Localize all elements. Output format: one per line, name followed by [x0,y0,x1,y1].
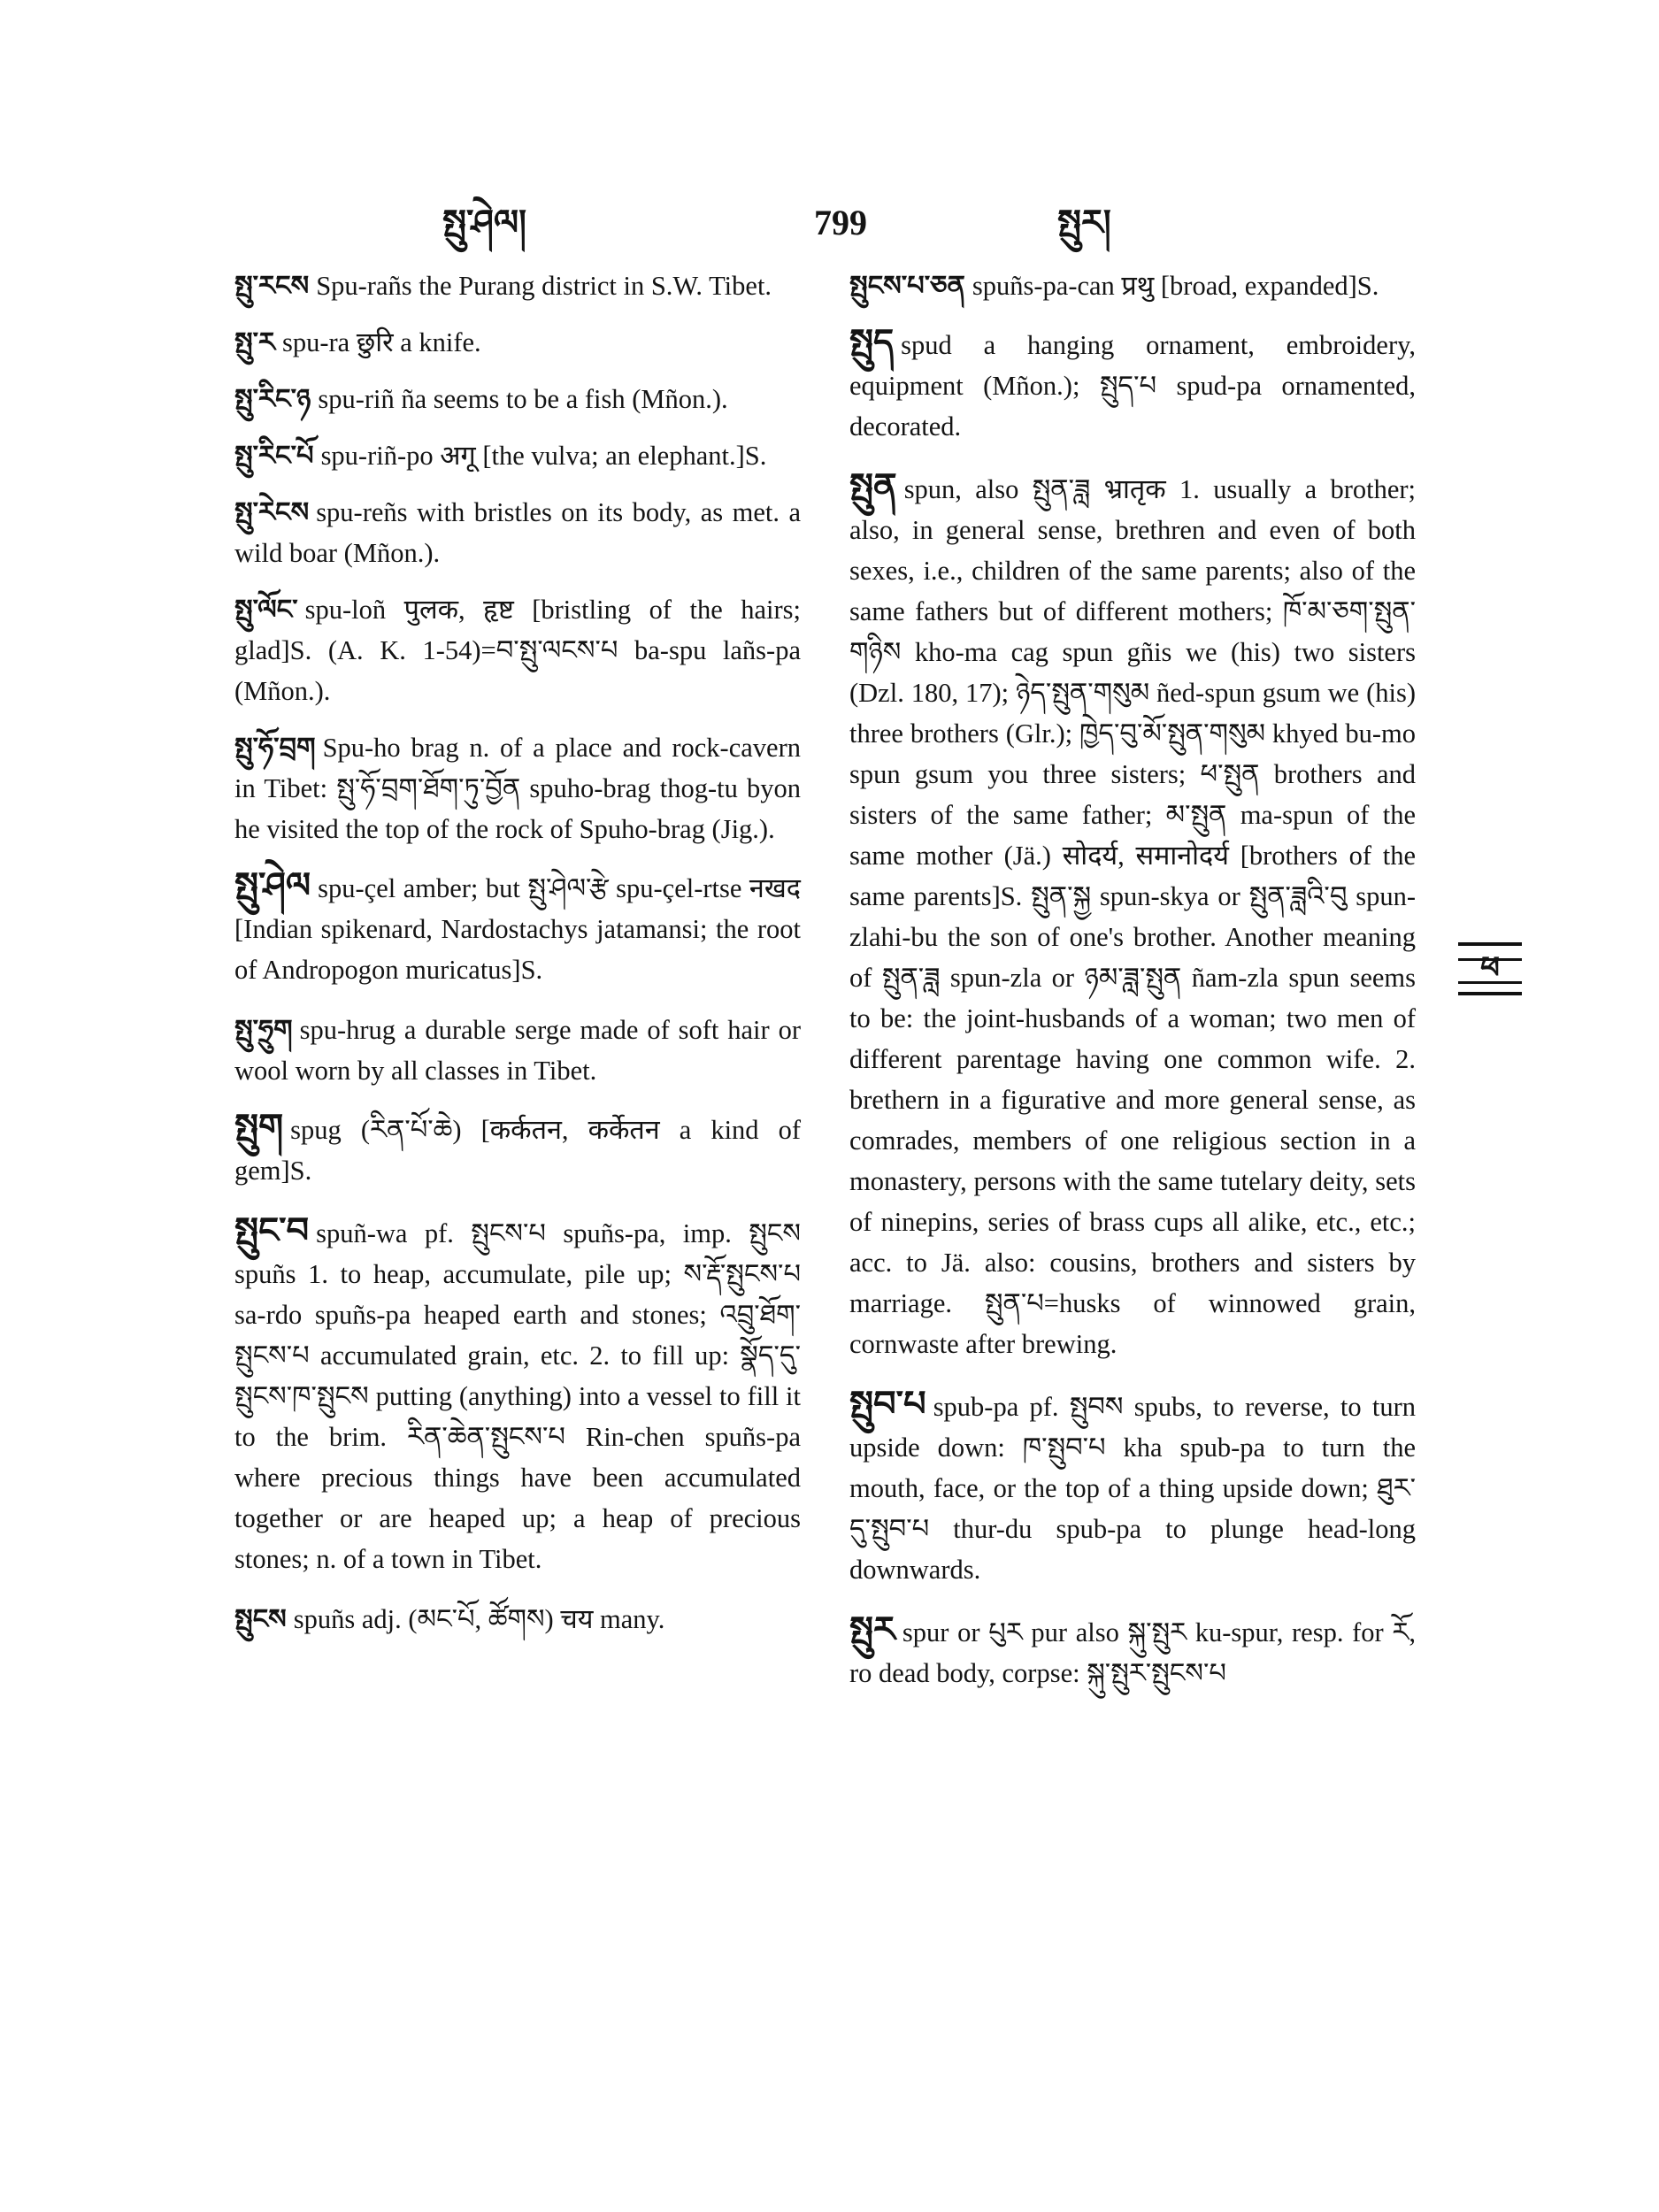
entry-text: spu-ra छुरि a knife. [282,327,481,357]
headword: སྤུ་ལོང་ [234,595,298,625]
thumb-letter: ཕ [1480,952,1500,985]
entry [849,466,1416,1364]
left-column [234,265,801,1655]
entry-text: spu-riñ ña seems to be a fish (Mñon.). [318,384,728,414]
entry-text: spun, also སྤུན་ཟླ भ्रातृक 1. usually a brother; also, in general sense, brethren and even of both sexes, i.e., children of the same parents; also of the same fathers but of different mothers; ཁོ་མ་ཅག་སྤུན་གཉིས kho-ma cag spun gñis we (his) two sisters (Dzl. 180, 17); ཉེད་སྤུན་གསུམ ñed-spun gsum we (his) three brothers (Glr.); ཁྱེད་བུ་མོ་སྤུན་གསུམ khyed bu-mo spun gsum you three sisters; ཕ་སྤུན brothers and sisters of the same father; མ་སྤུན ma-spun of the same mother (Jä.) सोदर्य, समानोदर्य [brothers of the same parents]S. སྤུན་སྐྱ spun-skya or སྤུན་ཟླའི་བུ spun-zlahi-bu the son of one's brother. Another meaning of སྤུན་ཟླ spun-zla or ཉམ་ཟླ་སྤུན ñam-zla spun seems to be: the joint-husbands of a woman; two men of different parentage having one common wife. 2. brethern in a figurative and more general sense, as comrades, members of one religious section in a monastery, persons with the same tutelary deity, sets of ninepins, series of brass cups all alike, etc., etc.; acc. to Jä. also: cousins, brothers and sisters by marriage. སྤུན་པ=husks of winnowed grain, cornwaste after brewing. [849,474,1416,1359]
entry-text: spu-riñ-po अगू [the vulva; an elephant.]S. [320,441,767,471]
entry-text: spud a hanging ornament, embroidery, equipment (Mñon.); སྤུད་པ spud-pa ornamented, decorated. [849,330,1416,442]
entry [234,1010,801,1091]
entry [234,727,801,849]
headword: སྤུ་ཧྲུག [234,1015,293,1045]
headword: སྤུབ་པ [849,1384,926,1424]
entry-text: spu-reñs with bristles on its body, as met. a wild boar (Mñon.). [234,497,801,568]
entry-text: spu-loñ पुलक, हृष्ट [bristling of the hairs; glad]S. (A. K. 1-54)=བ་སྤུ་ལངས་པ ba-spu lañs-pa (Mñon.). [234,595,801,706]
entry [849,322,1416,447]
entry-text: spuñs adj. (མང་པོ, ཚོགས) चय many. [293,1604,665,1634]
running-head-left: སྤུ་ཤེལ། [442,203,526,242]
headword: སྤུ་ཧོ་བྲག [234,733,316,763]
headword: སྤུ་རངས [234,271,310,301]
entry [234,1210,801,1579]
entry [234,435,801,476]
entry-text: spu-hrug a durable serge made of soft hair or wool worn by all classes in Tibet. [234,1015,801,1086]
entry-text: spur or པུར pur also སྐུ་སྤུར ku-spur, resp. for རོ, ro dead body, corpse: སྐུ་སྤུར་སྤུངས་པ [849,1617,1416,1688]
headword: སྤུ་རེངས [234,497,310,527]
headword: སྤུད [849,322,895,362]
running-head-right: སྤུར། [1057,203,1111,242]
entry-text: Spu-rañs the Purang district in S.W. Tibet. [316,271,772,301]
entry-text: Spu-ho brag n. of a place and rock-cavern in Tibet: སྤུ་ཧོ་བྲག་ཐོག་ཏུ་བྱོན spuho-brag thog-tu byon he visited the top of the rock of Spuho-brag (Jig.). [234,733,801,844]
headword: སྤུ་རིང་ཉ [234,384,311,414]
entry [234,589,801,711]
entry [234,492,801,573]
headword: སྤུངས [234,1604,287,1634]
entry [234,265,801,306]
headword: སྤུག [234,1107,284,1147]
entry [234,865,801,990]
headword: སྤུ་ར [234,327,275,357]
entry [234,322,801,363]
headword: སྤུ་ཤེལ [234,865,311,905]
entry [234,379,801,419]
headword: སྤུ་རིང་པོ [234,441,314,471]
entry-text: spug (རིན་པོ་ཆེ) [कर्कतन, कर्केतन a kind of gem]S. [234,1115,801,1186]
entry [234,1107,801,1191]
page-number: 799 [814,203,867,242]
entry-text: spub-pa pf. སྤུབས spubs, to reverse, to turn upside down: ཁ་སྤུབ་པ kha spub-pa to turn the mouth, face, or the top of a thing upside down; ཐུར་དུ་སྤུབ་པ thur-du spub-pa to plunge head-long downwards. [849,1392,1416,1585]
entry-text: spuñ-wa pf. སྤུངས་པ spuñs-pa, imp. སྤུངས spuñs 1. to heap, accumulate, pile up; ས་རྡོ་སྤུངས་པ sa-rdo spuñs-pa heaped earth and stones; འབྲུ་ཐོག་སྤུངས་པ accumulated grain, etc. 2. to fill up: སྣོད་དུ་སྤུངས་ཁ་སྤུངས putting (anything) into a vessel to fill it to the brim. རིན་ཆེན་སྤུངས་པ Rin-chen spuñs-pa where precious things have been accumulated together or are heaped up; a heap of precious stones; n. of a town in Tibet. [234,1218,801,1574]
headword: སྤུན [849,466,897,506]
entry [849,1609,1416,1694]
headword: སྤུངས་པ་ཅན [849,271,965,301]
entry [849,265,1416,306]
right-column [849,265,1416,1713]
thumb-index-tab [1458,942,1522,995]
entry [234,1599,801,1640]
headword: སྤུང་བ [234,1210,310,1250]
entry-text: spuñs-pa-can प्रथु [broad, expanded]S. [972,271,1379,301]
entry-text: spu-çel amber; but སྤུ་ཤེལ་རྩེ spu-çel-rtse नखद [Indian spikenard, Nardostachys jatamansi; the root of Andropogon muricatus]S. [234,873,801,985]
entry [849,1384,1416,1590]
headword: སྤུར [849,1609,895,1649]
